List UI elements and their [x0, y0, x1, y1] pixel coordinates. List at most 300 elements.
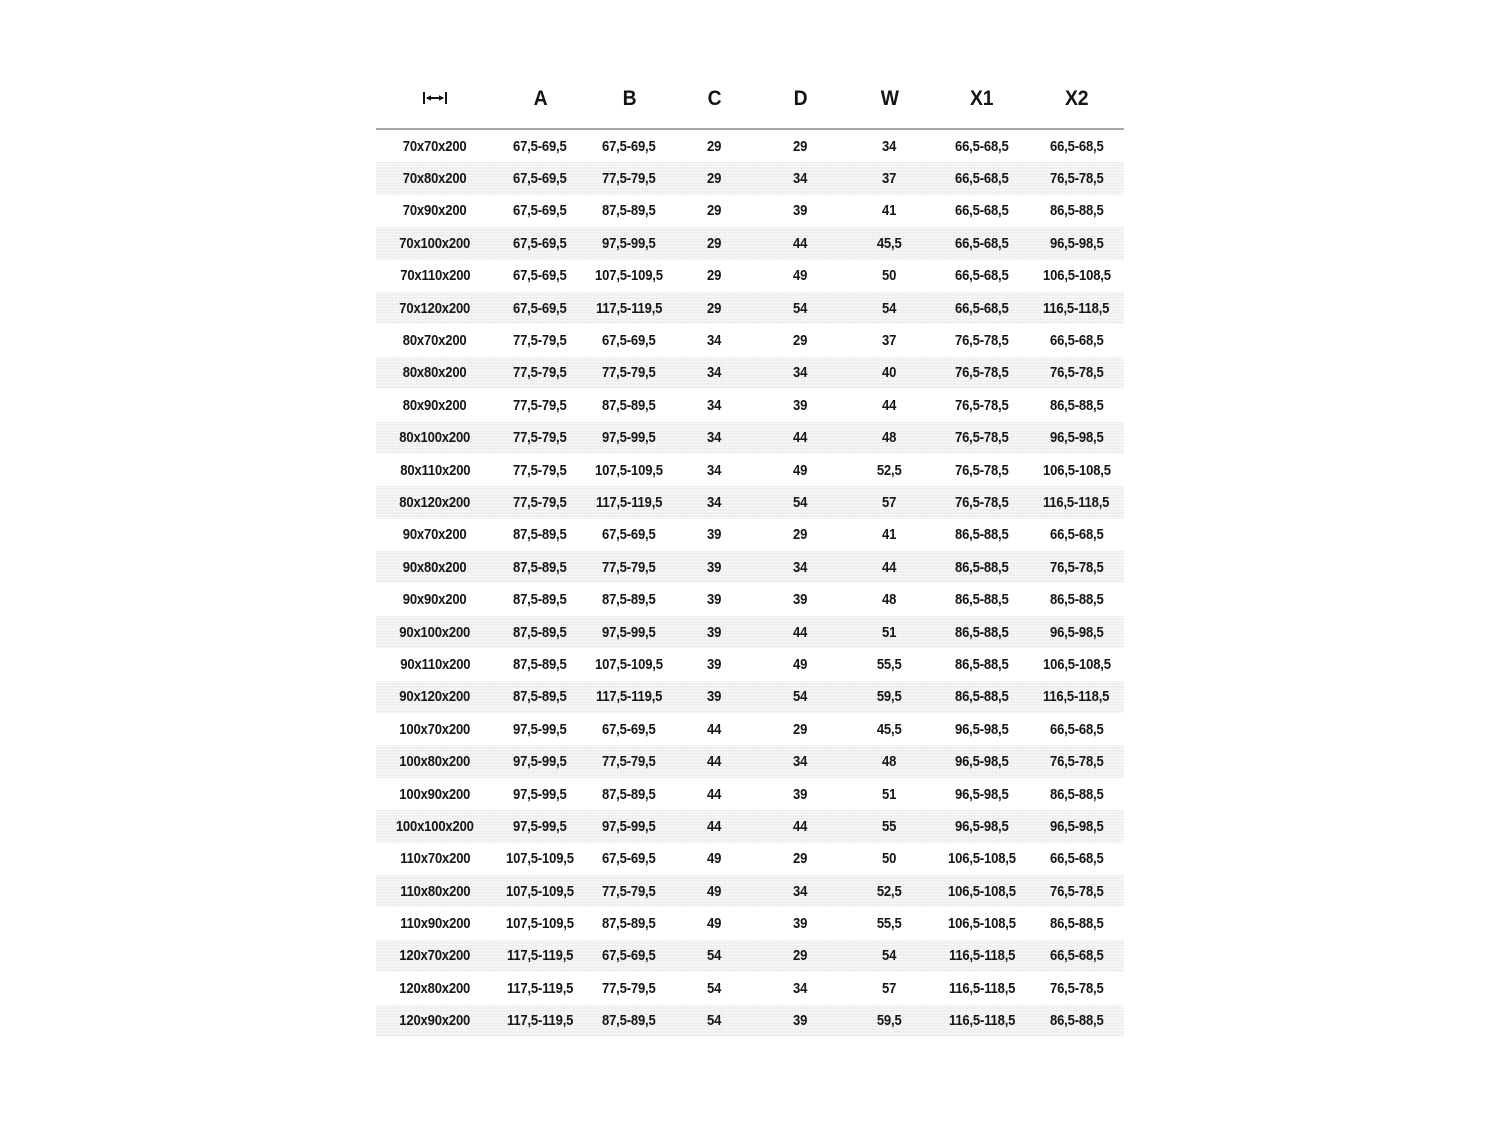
cell-text: 39 [707, 526, 722, 544]
value-cell-c [672, 681, 757, 713]
column-header-label: W [880, 87, 899, 110]
cell-text: 67,5-69,5 [602, 947, 656, 965]
cell-text: 96,5-98,5 [955, 720, 1009, 738]
value-cell-x2 [1029, 681, 1124, 713]
value-cell-x2 [1029, 486, 1124, 518]
cell-text: 116,5-118,5 [1043, 493, 1110, 511]
value-cell-w [844, 778, 935, 810]
cell-text: 117,5-119,5 [595, 299, 663, 317]
cell-text: 70x70x200 [403, 137, 467, 155]
value-cell-x1 [935, 713, 1029, 745]
value-cell-w [844, 843, 935, 875]
value-cell-a [494, 129, 586, 162]
value-cell-c [672, 519, 757, 551]
value-cell-a [494, 907, 586, 939]
value-cell-b [586, 324, 672, 356]
cell-text: 54 [793, 493, 808, 511]
value-cell-b [586, 681, 672, 713]
cell-text: 59,5 [877, 1012, 902, 1030]
value-cell-x1 [935, 843, 1029, 875]
cell-text: 87,5-89,5 [602, 785, 656, 803]
cell-text: 41 [882, 526, 897, 544]
cell-text: 86,5-88,5 [1049, 785, 1104, 803]
value-cell-d [757, 454, 844, 486]
value-cell-d [757, 162, 844, 194]
cell-text: 117,5-119,5 [506, 979, 574, 997]
value-cell-x1 [935, 551, 1029, 583]
value-cell-x1 [935, 972, 1029, 1004]
cell-text: 49 [793, 655, 808, 673]
value-cell-x2 [1029, 519, 1124, 551]
cell-text: 29 [707, 234, 722, 252]
value-cell-w [844, 389, 935, 421]
value-cell-x2 [1029, 324, 1124, 356]
value-cell-c [672, 648, 757, 680]
value-cell-x2 [1029, 745, 1124, 777]
value-cell-d [757, 486, 844, 518]
value-cell-b [586, 292, 672, 324]
value-cell-a [494, 648, 586, 680]
size-cell [376, 292, 494, 324]
horizontal-dimension-arrow-icon [422, 87, 448, 111]
value-cell-x1 [935, 292, 1029, 324]
value-cell-b [586, 162, 672, 194]
cell-text: 77,5-79,5 [602, 558, 656, 576]
cell-text: 97,5-99,5 [513, 753, 567, 771]
cell-text: 117,5-119,5 [595, 493, 663, 511]
table-row [376, 519, 1124, 551]
cell-text: 106,5-108,5 [948, 915, 1016, 933]
column-header-label: D [793, 87, 808, 110]
cell-text: 87,5-89,5 [513, 688, 567, 706]
value-cell-x2 [1029, 162, 1124, 194]
cell-text: 97,5-99,5 [513, 785, 567, 803]
table-row [376, 324, 1124, 356]
value-cell-b [586, 195, 672, 227]
value-cell-b [586, 713, 672, 745]
cell-text: 96,5-98,5 [1049, 429, 1104, 447]
cell-text: 110x70x200 [399, 850, 471, 868]
cell-text: 49 [707, 915, 722, 933]
size-cell [376, 519, 494, 551]
cell-text: 76,5-78,5 [1049, 558, 1104, 576]
size-cell [376, 422, 494, 454]
value-cell-w [844, 1005, 935, 1037]
value-cell-w [844, 195, 935, 227]
value-cell-x1 [935, 389, 1029, 421]
value-cell-b [586, 486, 672, 518]
value-cell-a [494, 422, 586, 454]
cell-text: 96,5-98,5 [1049, 234, 1104, 252]
cell-text: 39 [707, 655, 722, 673]
cell-text: 37 [882, 332, 897, 350]
cell-text: 77,5-79,5 [513, 429, 567, 447]
value-cell-a [494, 454, 586, 486]
value-cell-w [844, 162, 935, 194]
column-header-label: X2 [1064, 87, 1089, 110]
value-cell-c [672, 1005, 757, 1037]
cell-text: 51 [882, 785, 897, 803]
table-row [376, 583, 1124, 615]
table-row [376, 162, 1124, 194]
cell-text: 52,5 [877, 882, 902, 900]
value-cell-d [757, 778, 844, 810]
cell-text: 96,5-98,5 [955, 753, 1009, 771]
cell-text: 76,5-78,5 [955, 429, 1009, 447]
size-cell [376, 486, 494, 518]
cell-text: 110x80x200 [399, 882, 471, 900]
table-header [376, 70, 1124, 129]
cell-text: 44 [793, 623, 808, 641]
cell-text: 29 [793, 332, 808, 350]
value-cell-d [757, 260, 844, 292]
value-cell-x2 [1029, 195, 1124, 227]
cell-text: 100x80x200 [399, 753, 471, 771]
cell-text: 39 [793, 396, 808, 414]
cell-text: 54 [793, 688, 808, 706]
table-row [376, 195, 1124, 227]
cell-text: 29 [793, 850, 808, 868]
size-cell [376, 681, 494, 713]
cell-text: 39 [707, 558, 722, 576]
value-cell-d [757, 519, 844, 551]
cell-text: 66,5-68,5 [955, 137, 1009, 155]
table-row [376, 875, 1124, 907]
cell-text: 44 [793, 817, 808, 835]
value-cell-a [494, 843, 586, 875]
cell-text: 50 [882, 850, 897, 868]
cell-text: 44 [793, 429, 808, 447]
value-cell-x2 [1029, 616, 1124, 648]
cell-text: 66,5-68,5 [955, 202, 1009, 220]
value-cell-w [844, 875, 935, 907]
cell-text: 52,5 [877, 461, 902, 479]
cell-text: 34 [793, 882, 808, 900]
value-cell-w [844, 486, 935, 518]
value-cell-w [844, 713, 935, 745]
value-cell-x1 [935, 227, 1029, 259]
cell-text: 66,5-68,5 [1049, 526, 1104, 544]
column-header-a [494, 70, 586, 129]
value-cell-c [672, 583, 757, 615]
size-cell [376, 648, 494, 680]
value-cell-x1 [935, 778, 1029, 810]
value-cell-c [672, 616, 757, 648]
value-cell-d [757, 292, 844, 324]
value-cell-x1 [935, 357, 1029, 389]
cell-text: 110x90x200 [399, 915, 471, 933]
size-cell [376, 551, 494, 583]
cell-text: 66,5-68,5 [955, 170, 1009, 188]
table-row [376, 907, 1124, 939]
size-cell [376, 875, 494, 907]
value-cell-b [586, 843, 672, 875]
value-cell-x2 [1029, 551, 1124, 583]
value-cell-b [586, 940, 672, 972]
cell-text: 87,5-89,5 [513, 591, 567, 609]
cell-text: 44 [707, 785, 722, 803]
value-cell-c [672, 422, 757, 454]
value-cell-c [672, 778, 757, 810]
cell-text: 39 [793, 915, 808, 933]
cell-text: 77,5-79,5 [602, 882, 656, 900]
table-row [376, 940, 1124, 972]
cell-text: 39 [793, 1012, 808, 1030]
cell-text: 97,5-99,5 [602, 623, 656, 641]
cell-text: 48 [882, 753, 897, 771]
table-row [376, 843, 1124, 875]
value-cell-a [494, 260, 586, 292]
value-cell-c [672, 195, 757, 227]
value-cell-b [586, 778, 672, 810]
value-cell-b [586, 907, 672, 939]
size-cell [376, 778, 494, 810]
value-cell-w [844, 292, 935, 324]
value-cell-b [586, 454, 672, 486]
cell-text: 54 [793, 299, 808, 317]
value-cell-b [586, 519, 672, 551]
cell-text: 66,5-68,5 [1049, 850, 1104, 868]
table-row [376, 616, 1124, 648]
value-cell-x2 [1029, 875, 1124, 907]
value-cell-d [757, 422, 844, 454]
table-row [376, 648, 1124, 680]
cell-text: 66,5-68,5 [955, 267, 1009, 285]
cell-text: 39 [793, 591, 808, 609]
cell-text: 57 [882, 979, 897, 997]
cell-text: 97,5-99,5 [602, 817, 656, 835]
cell-text: 77,5-79,5 [602, 979, 656, 997]
value-cell-x1 [935, 583, 1029, 615]
size-cell [376, 907, 494, 939]
table-row [376, 745, 1124, 777]
value-cell-w [844, 616, 935, 648]
column-header-x2 [1029, 70, 1124, 129]
value-cell-b [586, 260, 672, 292]
size-cell [376, 940, 494, 972]
cell-text: 96,5-98,5 [1049, 623, 1104, 641]
cell-text: 87,5-89,5 [602, 396, 656, 414]
size-column-header [376, 70, 494, 129]
value-cell-w [844, 324, 935, 356]
cell-text: 90x70x200 [403, 526, 467, 544]
value-cell-d [757, 745, 844, 777]
value-cell-x1 [935, 875, 1029, 907]
cell-text: 90x120x200 [399, 688, 471, 706]
cell-text: 44 [707, 753, 722, 771]
value-cell-a [494, 486, 586, 518]
size-cell [376, 745, 494, 777]
cell-text: 49 [793, 267, 808, 285]
value-cell-a [494, 778, 586, 810]
cell-text: 86,5-88,5 [955, 526, 1009, 544]
value-cell-d [757, 648, 844, 680]
value-cell-b [586, 357, 672, 389]
size-cell [376, 1005, 494, 1037]
value-cell-w [844, 454, 935, 486]
value-cell-c [672, 810, 757, 842]
value-cell-w [844, 648, 935, 680]
cell-text: 106,5-108,5 [1042, 655, 1111, 673]
cell-text: 49 [793, 461, 808, 479]
cell-text: 67,5-69,5 [513, 299, 567, 317]
value-cell-d [757, 357, 844, 389]
table-row [376, 129, 1124, 162]
cell-text: 87,5-89,5 [602, 915, 656, 933]
size-cell [376, 324, 494, 356]
size-cell [376, 227, 494, 259]
cell-text: 55,5 [877, 915, 902, 933]
cell-text: 34 [793, 364, 808, 382]
cell-text: 116,5-118,5 [1043, 299, 1110, 317]
value-cell-x2 [1029, 1005, 1124, 1037]
value-cell-a [494, 681, 586, 713]
value-cell-a [494, 324, 586, 356]
cell-text: 76,5-78,5 [1049, 882, 1104, 900]
cell-text: 29 [707, 137, 722, 155]
cell-text: 117,5-119,5 [506, 947, 574, 965]
cell-text: 87,5-89,5 [513, 558, 567, 576]
cell-text: 39 [793, 785, 808, 803]
value-cell-a [494, 195, 586, 227]
value-cell-x1 [935, 422, 1029, 454]
value-cell-b [586, 745, 672, 777]
cell-text: 80x80x200 [403, 364, 467, 382]
value-cell-c [672, 875, 757, 907]
value-cell-b [586, 1005, 672, 1037]
value-cell-c [672, 972, 757, 1004]
cell-text: 107,5-109,5 [595, 655, 663, 673]
size-cell [376, 129, 494, 162]
cell-text: 44 [707, 817, 722, 835]
cell-text: 90x100x200 [399, 623, 471, 641]
cell-text: 54 [707, 947, 722, 965]
value-cell-d [757, 1005, 844, 1037]
value-cell-w [844, 129, 935, 162]
column-header-label: X1 [970, 87, 994, 110]
value-cell-x2 [1029, 260, 1124, 292]
value-cell-c [672, 486, 757, 518]
value-cell-d [757, 551, 844, 583]
dimensions-table [376, 70, 1124, 1037]
value-cell-b [586, 972, 672, 1004]
cell-text: 29 [793, 526, 808, 544]
value-cell-b [586, 551, 672, 583]
cell-text: 67,5-69,5 [513, 234, 567, 252]
value-cell-x2 [1029, 292, 1124, 324]
cell-text: 90x90x200 [403, 591, 467, 609]
cell-text: 76,5-78,5 [1049, 753, 1104, 771]
cell-text: 34 [793, 558, 808, 576]
cell-text: 55 [882, 817, 897, 835]
column-header-label: A [533, 87, 547, 110]
value-cell-w [844, 940, 935, 972]
table-row [376, 1005, 1124, 1037]
value-cell-c [672, 843, 757, 875]
cell-text: 76,5-78,5 [955, 396, 1009, 414]
cell-text: 39 [707, 688, 722, 706]
column-header-x1 [935, 70, 1029, 129]
value-cell-c [672, 162, 757, 194]
value-cell-x2 [1029, 583, 1124, 615]
table-row [376, 972, 1124, 1004]
cell-text: 80x100x200 [399, 429, 471, 447]
value-cell-w [844, 227, 935, 259]
table-row [376, 551, 1124, 583]
value-cell-x2 [1029, 810, 1124, 842]
cell-text: 77,5-79,5 [602, 753, 656, 771]
value-cell-d [757, 227, 844, 259]
value-cell-c [672, 745, 757, 777]
value-cell-c [672, 907, 757, 939]
dimension-spec-table-section [376, 70, 1124, 1037]
table-row [376, 713, 1124, 745]
value-cell-d [757, 616, 844, 648]
cell-text: 44 [707, 720, 722, 738]
cell-text: 34 [793, 170, 808, 188]
cell-text: 86,5-88,5 [1049, 915, 1104, 933]
cell-text: 49 [707, 850, 722, 868]
cell-text: 51 [882, 623, 897, 641]
size-cell [376, 162, 494, 194]
value-cell-w [844, 583, 935, 615]
cell-text: 34 [707, 493, 722, 511]
value-cell-b [586, 129, 672, 162]
cell-text: 107,5-109,5 [595, 267, 663, 285]
value-cell-a [494, 583, 586, 615]
cell-text: 39 [707, 591, 722, 609]
cell-text: 39 [793, 202, 808, 220]
value-cell-x2 [1029, 713, 1124, 745]
cell-text: 66,5-68,5 [1049, 332, 1104, 350]
cell-text: 100x100x200 [396, 817, 474, 835]
cell-text: 116,5-118,5 [1043, 688, 1110, 706]
cell-text: 66,5-68,5 [1049, 720, 1104, 738]
column-header-label: B [622, 87, 636, 110]
cell-text: 70x80x200 [403, 170, 467, 188]
cell-text: 67,5-69,5 [602, 137, 656, 155]
cell-text: 80x120x200 [399, 493, 471, 511]
column-header-c [672, 70, 757, 129]
cell-text: 70x120x200 [399, 299, 471, 317]
size-cell [376, 972, 494, 1004]
cell-text: 106,5-108,5 [948, 882, 1016, 900]
cell-text: 34 [707, 461, 722, 479]
value-cell-d [757, 972, 844, 1004]
cell-text: 29 [707, 267, 722, 285]
value-cell-b [586, 648, 672, 680]
cell-text: 86,5-88,5 [1049, 202, 1104, 220]
cell-text: 100x70x200 [399, 720, 471, 738]
cell-text: 90x80x200 [403, 558, 467, 576]
cell-text: 77,5-79,5 [513, 332, 567, 350]
cell-text: 54 [882, 947, 897, 965]
cell-text: 97,5-99,5 [513, 817, 567, 835]
table-row [376, 260, 1124, 292]
cell-text: 76,5-78,5 [955, 461, 1009, 479]
table-row [376, 292, 1124, 324]
cell-text: 49 [707, 882, 722, 900]
value-cell-d [757, 940, 844, 972]
value-cell-b [586, 227, 672, 259]
value-cell-c [672, 454, 757, 486]
value-cell-a [494, 875, 586, 907]
table-row [376, 778, 1124, 810]
value-cell-x2 [1029, 422, 1124, 454]
cell-text: 86,5-88,5 [955, 688, 1009, 706]
cell-text: 80x90x200 [403, 396, 467, 414]
cell-text: 55,5 [877, 655, 902, 673]
